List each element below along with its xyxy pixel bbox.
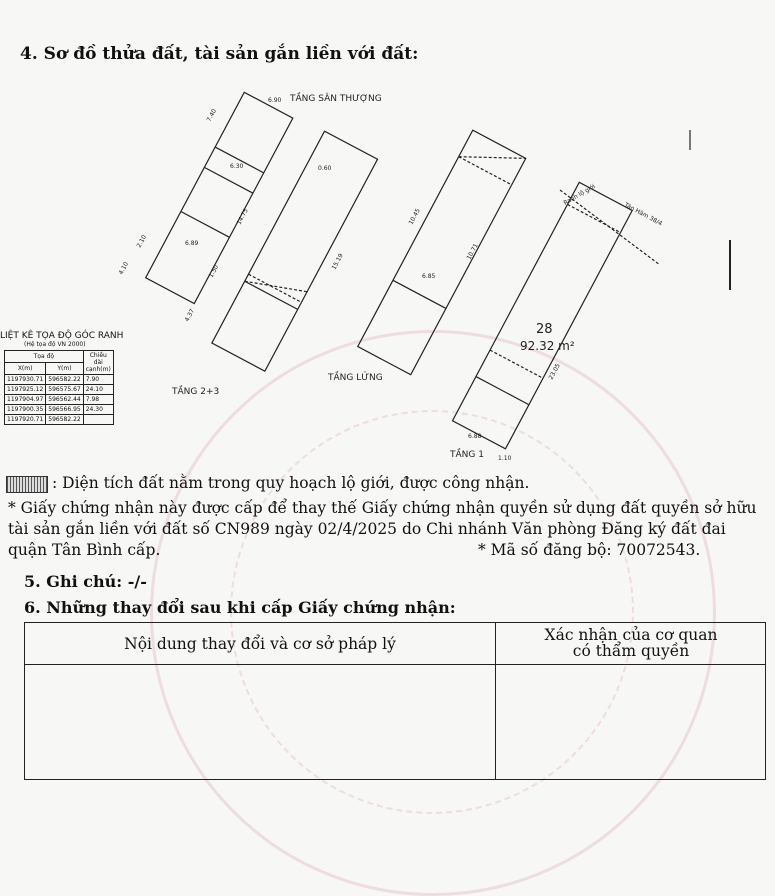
changes-col-confirmation: Xác nhận của cơ quan có thẩm quyền — [544, 626, 718, 660]
replacement-note: * Giấy chứng nhận này được cấp để thay thế Giấy chứng nhận quyền sử dụng đất quyền sở hữu tài sản gắn liền với đất số CN989 ngày 02/4/2025 do Chi nhánh Văn phòng Đăng ký đất đai quận Tân Bình cấp. — [8, 499, 757, 559]
dim-label: 23.05 — [547, 362, 562, 381]
coord-header-y: Y(m) — [46, 363, 83, 375]
table-row: 1197930.71 596582.22 7.90 — [5, 375, 114, 385]
coord-subtitle: (Hệ tọa độ VN 2000) — [24, 341, 86, 348]
table-row: 1197920.71 596582.22 — [5, 415, 114, 425]
mezzanine-shape — [358, 130, 526, 374]
dim-label: 1.10 — [498, 455, 512, 462]
dim-label: 1.50 — [207, 263, 221, 279]
table-row: 1197925.12 596575.67 24.10 — [5, 385, 114, 395]
changes-col-content: Nội dung thay đổi và cơ sở pháp lý — [124, 635, 396, 653]
dim-label: 10.45 — [407, 207, 422, 226]
legend-text: : Diện tích đất nằm trong quy hoạch lộ giới, được công nhận. — [52, 474, 530, 492]
coord-title: LIỆT KÊ TỌA ĐỘ GÓC RANH — [0, 331, 124, 341]
registry-code: * Mã số đăng bộ: 70072543. — [478, 541, 701, 559]
label-mezzanine: TẦNG LỬNG — [328, 373, 383, 383]
dim-label: 6.88 — [468, 433, 482, 440]
dim-label: 6.30 — [230, 163, 244, 170]
dim-label: 6.90 — [268, 97, 282, 104]
floor1-shape — [452, 182, 632, 449]
dim-label: 7.40 — [205, 107, 219, 123]
boundary-label: Ranh lộ giới — [562, 183, 597, 207]
table-row: 1197904.97 596562.44 7.98 — [5, 395, 114, 405]
coordinate-table-block — [0, 331, 140, 425]
label-floor1: TẦNG 1 — [450, 450, 484, 460]
dim-label: 2.10 — [135, 233, 149, 249]
label-floor23: TẦNG 2+3 — [172, 387, 220, 397]
changes-table — [24, 622, 766, 780]
dim-label: 14.75 — [235, 207, 250, 226]
street-name: Tân Hãm 38/4 — [623, 201, 664, 228]
section-5-notes: 5. Ghi chú: -/- — [24, 572, 147, 591]
coord-header-length: Chiều dài cạnh(m) — [83, 351, 113, 375]
dim-label: 0.60 — [318, 165, 332, 172]
section-4-title: 4. Sơ đồ thửa đất, tài sản gắn liền với đất: — [20, 44, 419, 64]
dim-label: 6.85 — [422, 273, 436, 280]
coord-header-group: Tọa độ — [5, 351, 84, 363]
table-row: 1197900.35 596566.95 24.30 — [5, 405, 114, 415]
area-value: 92.32 m² — [520, 339, 575, 353]
area-number: 28 — [536, 322, 553, 337]
dim-label: 15.19 — [330, 252, 345, 271]
dim-label: 4.37 — [183, 307, 197, 323]
label-rooftop: TẦNG SÂN THƯỢNG — [290, 94, 382, 104]
rooftop-floor-shape — [146, 92, 293, 303]
coord-header-x: X(m) — [5, 363, 46, 375]
coord-table — [4, 350, 114, 425]
legend-hatch-swatch — [6, 476, 48, 493]
section-6-title: 6. Những thay đổi sau khi cấp Giấy chứng nhận: — [24, 598, 456, 617]
dim-label: 10.71 — [465, 242, 480, 261]
dim-label: 4.10 — [117, 260, 131, 276]
dim-label: 6.89 — [185, 240, 199, 247]
